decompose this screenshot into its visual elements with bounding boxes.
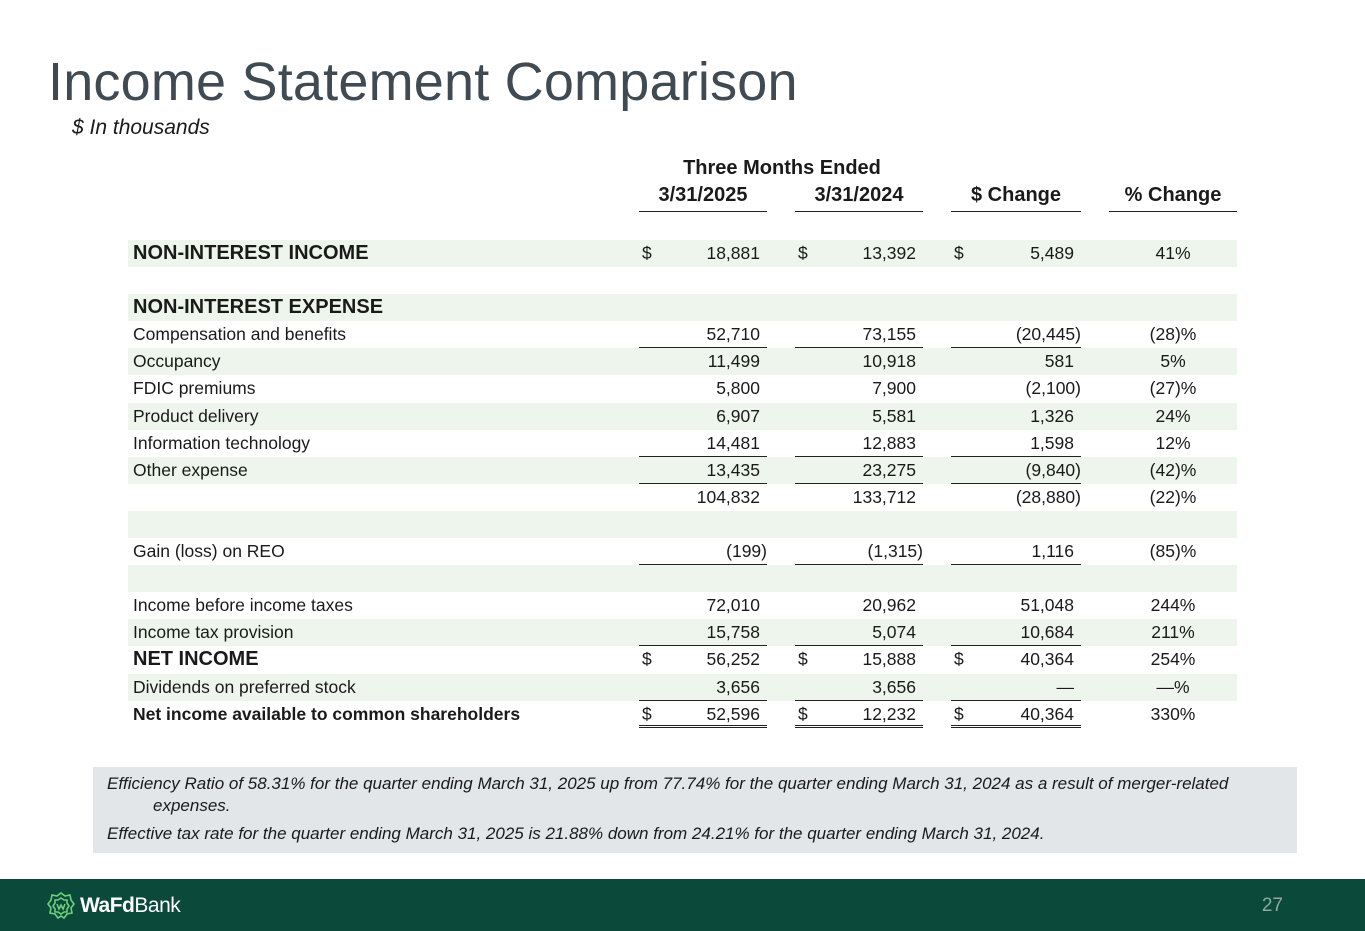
cell-2025: 3,656: [639, 674, 767, 701]
cell-pct-change: 211%: [1151, 622, 1195, 643]
page-title: Income Statement Comparison: [48, 52, 798, 112]
table-row-spacer: [128, 511, 1237, 538]
cell-dollar-change: 581: [1044, 351, 1074, 372]
row-label: Other expense: [133, 459, 248, 480]
note-efficiency-ratio: Efficiency Ratio of 58.31% for the quarter ending March 31, 2025 up from 77.74% for the quarter ending March 31, 2024 as a result of merger-related expenses.: [107, 774, 1229, 815]
cell-2024: 20,962: [862, 595, 916, 616]
cell-pct-change: —%: [1156, 676, 1190, 697]
row-label: Gain (loss) on REO: [133, 541, 285, 562]
cell-2024: $ 13,392: [798, 243, 916, 263]
cell-2025: 15,758: [639, 619, 767, 646]
cell-pct-change: 330%: [1150, 703, 1196, 724]
cell-2025: 52,710: [639, 321, 767, 348]
cell-dollar-change: 51,048: [1020, 595, 1074, 616]
cell-pct-change: 41%: [1155, 243, 1191, 263]
table-row: [128, 348, 1237, 375]
header-col-dollar-change: $ Change: [970, 184, 1062, 206]
cell-dollar-change: 1,598: [951, 430, 1081, 457]
row-label: Dividends on preferred stock: [133, 676, 356, 697]
row-label: Occupancy: [133, 351, 221, 372]
cell-2024: (1,315): [795, 538, 923, 565]
brand-name: WaFdBank: [80, 894, 181, 917]
cell-dollar-change: $ 40,364: [951, 701, 1081, 728]
cell-2024: 73,155: [795, 321, 923, 348]
table-row: [128, 294, 1237, 321]
table-row-spacer: [128, 565, 1237, 592]
cell-2025: 13,435: [639, 457, 767, 484]
cell-dollar-change: $ 40,364: [954, 649, 1074, 670]
cell-2025: $ 52,596: [639, 701, 767, 728]
cell-2024: 23,275: [795, 457, 923, 484]
cell-2024: 12,883: [795, 430, 923, 457]
row-label: Net income available to common shareholders: [133, 703, 521, 724]
cell-dollar-change: (28,880): [1015, 486, 1081, 507]
cell-2025: 11,499: [707, 351, 760, 372]
row-label: Income tax provision: [133, 622, 294, 643]
cell-2024: 5,074: [795, 619, 923, 646]
cell-2024: 7,900: [872, 378, 916, 399]
header-col-2025: 3/31/2025: [658, 184, 748, 206]
cell-2025: $ 18,881: [642, 243, 760, 263]
cell-pct-change: 12%: [1155, 432, 1191, 453]
table-row: [128, 484, 1237, 511]
table-row: [128, 701, 1237, 728]
table-row: [128, 619, 1237, 646]
cell-dollar-change: 10,684: [951, 619, 1081, 646]
table-row-spacer: [128, 267, 1237, 294]
header-underline: [639, 211, 767, 212]
cell-dollar-change: (2,100): [1025, 378, 1081, 399]
table-row: [128, 430, 1237, 457]
cell-dollar-change: 1,116: [951, 538, 1081, 565]
cell-2025: 5,800: [716, 378, 760, 399]
cell-dollar-change: (20,445): [951, 321, 1081, 348]
table-row: [128, 403, 1237, 430]
cell-2025: 72,010: [706, 595, 760, 616]
header-underline: [795, 211, 923, 212]
cell-2024: 5,581: [872, 405, 916, 426]
cell-pct-change: (27)%: [1149, 378, 1197, 399]
table-row: [128, 240, 1237, 267]
cell-2024: $ 15,888: [798, 649, 916, 670]
cell-pct-change: (85)%: [1149, 541, 1197, 562]
cell-2025: 104,832: [696, 486, 760, 507]
cell-pct-change: (42)%: [1149, 459, 1197, 480]
table-row: [128, 457, 1237, 484]
cell-pct-change: 5%: [1160, 351, 1186, 372]
cell-dollar-change: —: [951, 674, 1081, 701]
cell-pct-change: 24%: [1155, 405, 1191, 426]
cell-dollar-change: $ 5,489: [954, 243, 1074, 263]
header-underline: [1109, 211, 1237, 212]
row-label: Information technology: [133, 432, 311, 453]
cell-pct-change: 254%: [1150, 649, 1196, 670]
cell-dollar-change: 1,326: [1030, 405, 1074, 426]
row-label: Compensation and benefits: [133, 324, 347, 345]
footer-bar: [0, 879, 1365, 931]
cell-2024: 3,656: [795, 674, 923, 701]
note-effective-tax-rate: Effective tax rate for the quarter ending March 31, 2025 is 21.88% down from 24.21% for the quarter ending March 31, 2024.: [107, 824, 1045, 843]
cell-2024: 133,712: [852, 486, 916, 507]
notes-box: [93, 767, 1297, 853]
header-col-2024: 3/31/2024: [814, 184, 904, 206]
cell-2025: 6,907: [716, 405, 760, 426]
cell-pct-change: (28)%: [1149, 324, 1197, 345]
cell-2025: (199): [639, 538, 767, 565]
row-label: NON-INTEREST EXPENSE: [133, 296, 384, 319]
cell-dollar-change: (9,840): [951, 457, 1081, 484]
brand-logo[interactable]: [46, 891, 180, 921]
page-number: 27: [1261, 895, 1283, 916]
page-subtitle: $ In thousands: [72, 116, 210, 139]
cell-2025: $ 56,252: [642, 649, 760, 670]
header-col-pct-change: % Change: [1124, 184, 1222, 206]
income-statement-table: [128, 240, 1237, 728]
header-group: Three Months Ended: [683, 157, 881, 179]
cell-2025: 14,481: [639, 430, 767, 457]
cell-pct-change: 244%: [1150, 595, 1196, 616]
cell-2024: 10,918: [862, 351, 916, 372]
table-row: [128, 592, 1237, 619]
cell-2024: $ 12,232: [795, 701, 923, 728]
table-row: [128, 375, 1237, 402]
cell-pct-change: (22)%: [1149, 486, 1197, 507]
row-label: FDIC premiums: [133, 378, 256, 399]
wafd-shield-icon: [46, 891, 76, 921]
row-label: NON-INTEREST INCOME: [133, 242, 369, 264]
row-label: NET INCOME: [133, 648, 259, 671]
header-underline: [951, 211, 1081, 212]
row-label: Product delivery: [133, 405, 259, 426]
table-row: [128, 646, 1237, 673]
table-row: [128, 674, 1237, 701]
row-label: Income before income taxes: [133, 595, 353, 616]
table-row: [128, 538, 1237, 565]
table-row: [128, 321, 1237, 348]
